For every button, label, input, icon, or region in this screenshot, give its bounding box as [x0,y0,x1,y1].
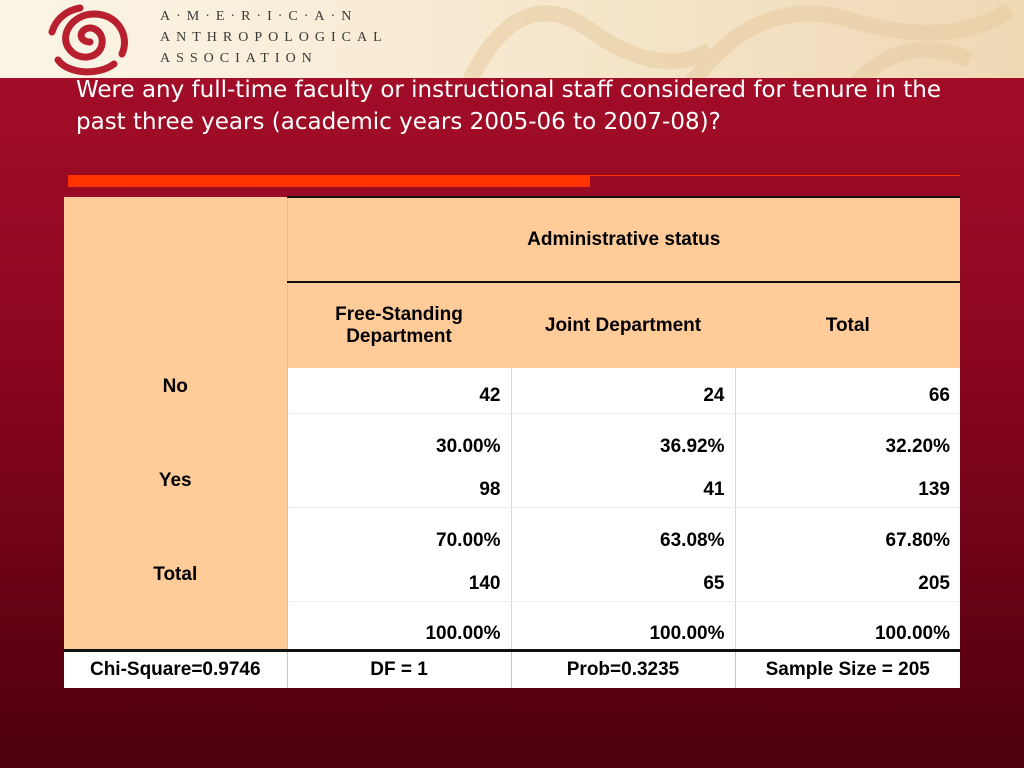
cell-count: 205 [735,556,960,601]
column-header-free-standing: Free-Standing Department [287,282,511,368]
table-stub-cell [64,282,287,368]
logo-line-1: A·M·E·R·I·C·A·N [160,9,358,24]
cell-percent: 100.00% [287,601,511,650]
probability-value: Prob=0.3235 [511,650,735,688]
cell-count: 65 [511,556,735,601]
column-header-total: Total [735,282,960,368]
row-label-yes: Yes [64,462,287,556]
slide-title: Were any full-time faculty or instructional staff considered for tenure in the past three years (academic years 2005-06 to 2007-08)? [76,77,942,135]
cell-count: 140 [287,556,511,601]
cell-percent: 30.00% [287,413,511,462]
degrees-of-freedom: DF = 1 [287,650,511,688]
table-row [64,462,960,507]
statistics-footer-row [64,650,960,688]
cell-count: 24 [511,368,735,413]
cell-percent: 100.00% [511,601,735,650]
association-logo-text [160,6,388,69]
cell-count: 139 [735,462,960,507]
cell-count: 66 [735,368,960,413]
spiral-icon [38,2,142,76]
results-table [64,196,960,688]
table-row [64,556,960,601]
logo-line-3: ASSOCIATION [160,51,318,66]
cell-percent: 100.00% [735,601,960,650]
cell-count: 42 [287,368,511,413]
row-label-total: Total [64,556,287,650]
table-corner-cell [64,197,287,282]
header-band [0,0,1024,78]
logo-line-2: ANTHROPOLOGICAL [160,30,388,45]
cell-percent: 32.20% [735,413,960,462]
chi-square-value: Chi-Square=0.9746 [64,650,287,688]
table-row [64,368,960,413]
title-underline-line [590,175,960,176]
cell-count: 41 [511,462,735,507]
cell-count: 98 [287,462,511,507]
decorative-swirl-pattern [430,0,1024,78]
sample-size: Sample Size = 205 [735,650,960,688]
cell-percent: 36.92% [511,413,735,462]
cell-percent: 63.08% [511,507,735,556]
header-administrative-status: Administrative status [287,197,960,282]
row-label-no: No [64,368,287,462]
column-header-joint: Joint Department [511,282,735,368]
cell-percent: 67.80% [735,507,960,556]
title-underline-bar [68,175,590,187]
cell-percent: 70.00% [287,507,511,556]
